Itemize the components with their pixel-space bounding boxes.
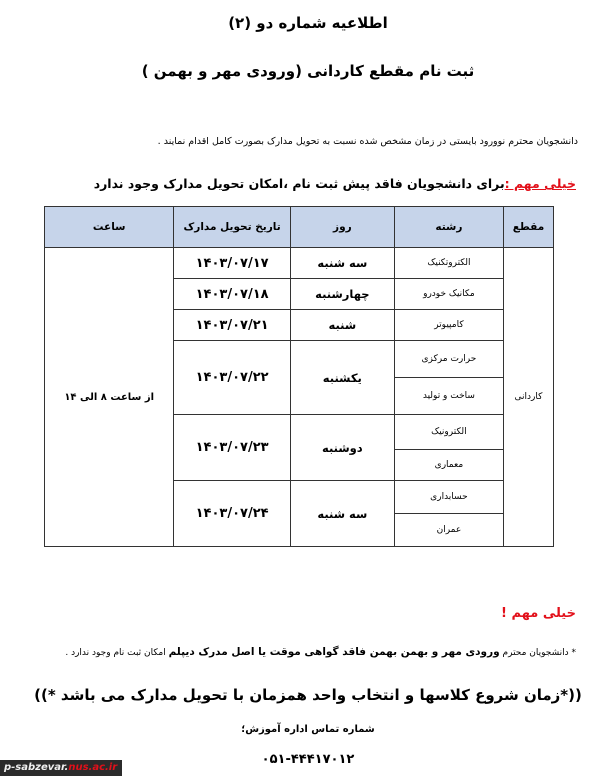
date-cell: ۱۴۰۳/۰۷/۲۳: [174, 415, 290, 481]
diploma-notice-prefix: * دانشجویان محترم: [502, 648, 576, 658]
field-cell: حرارت مرکزی: [394, 341, 503, 378]
section-cell: کاردانی: [503, 248, 553, 547]
important-label: خیلی مهم :: [504, 176, 576, 191]
date-cell: ۱۴۰۳/۰۷/۱۸: [174, 279, 290, 310]
contact-label: شماره تماس اداره آموزش؛: [241, 724, 375, 735]
table-header-row: [45, 207, 554, 248]
table-row: [45, 248, 554, 279]
diploma-notice: [16, 646, 576, 658]
header-day: روز: [290, 207, 394, 248]
intro-text: دانشجویان محترم نوورود بایستی در زمان مشخص شده نسبت به تحویل مدارک بصورت کامل اقدام نمایند .: [157, 136, 578, 147]
diploma-notice-bold: ورودی مهر و بهمن بهمن فاقد گواهی موقت یا اصل مدرک دیپلم: [168, 646, 500, 658]
day-cell: چهارشنبه: [290, 279, 394, 310]
field-cell: عمران: [394, 514, 503, 547]
date-cell: ۱۴۰۳/۰۷/۲۲: [174, 341, 290, 415]
header-section: مقطع: [503, 207, 553, 248]
contact-phone: ۰۵۱-۴۴۴۱۷۰۱۲: [261, 752, 355, 767]
day-cell: شنبه: [290, 310, 394, 341]
important-text: برای دانشجویان فاقد پیش ثبت نام ،امکان تحویل مدارک وجود ندارد: [93, 176, 505, 191]
field-cell: کامپیوتر: [394, 310, 503, 341]
date-cell: ۱۴۰۳/۰۷/۲۱: [174, 310, 290, 341]
field-cell: ساخت و تولید: [394, 378, 503, 415]
hours-cell: از ساعت ۸ الی ۱۴: [45, 248, 174, 547]
class-start-notice: ((*زمان شروع کلاسها و انتخاب واحد همزمان با تحویل مدارک می باشد *)): [34, 686, 582, 704]
date-cell: ۱۴۰۳/۰۷/۱۷: [174, 248, 290, 279]
field-cell: الکترونیک: [394, 415, 503, 450]
field-cell: معماری: [394, 450, 503, 481]
site-watermark: [0, 760, 122, 776]
important-notice: [36, 176, 576, 191]
watermark-domain: nus.ac.ir: [68, 762, 118, 773]
announcement-subtitle: ثبت نام مقطع کاردانی (ورودی مهر و بهمن ): [141, 62, 475, 80]
header-date: تاریخ تحویل مدارک: [174, 207, 290, 248]
field-cell: حسابداری: [394, 481, 503, 514]
field-cell: الکتروتکنیک: [394, 248, 503, 279]
day-cell: دوشنبه: [290, 415, 394, 481]
announcement-title: اطلاعیه شماره دو (۲): [228, 14, 388, 32]
diploma-notice-suffix: امکان ثبت نام وجود ندارد .: [65, 648, 166, 658]
header-field: رشته: [394, 207, 503, 248]
field-cell: مکانیک خودرو: [394, 279, 503, 310]
watermark-prefix: p-sabzevar.: [4, 762, 69, 773]
schedule-table: [44, 206, 554, 547]
header-hours: ساعت: [45, 207, 174, 248]
day-cell: سه شنبه: [290, 481, 394, 547]
day-cell: یکشنبه: [290, 341, 394, 415]
date-cell: ۱۴۰۳/۰۷/۲۴: [174, 481, 290, 547]
day-cell: سه شنبه: [290, 248, 394, 279]
important-label-2: خیلی مهم !: [501, 606, 576, 621]
